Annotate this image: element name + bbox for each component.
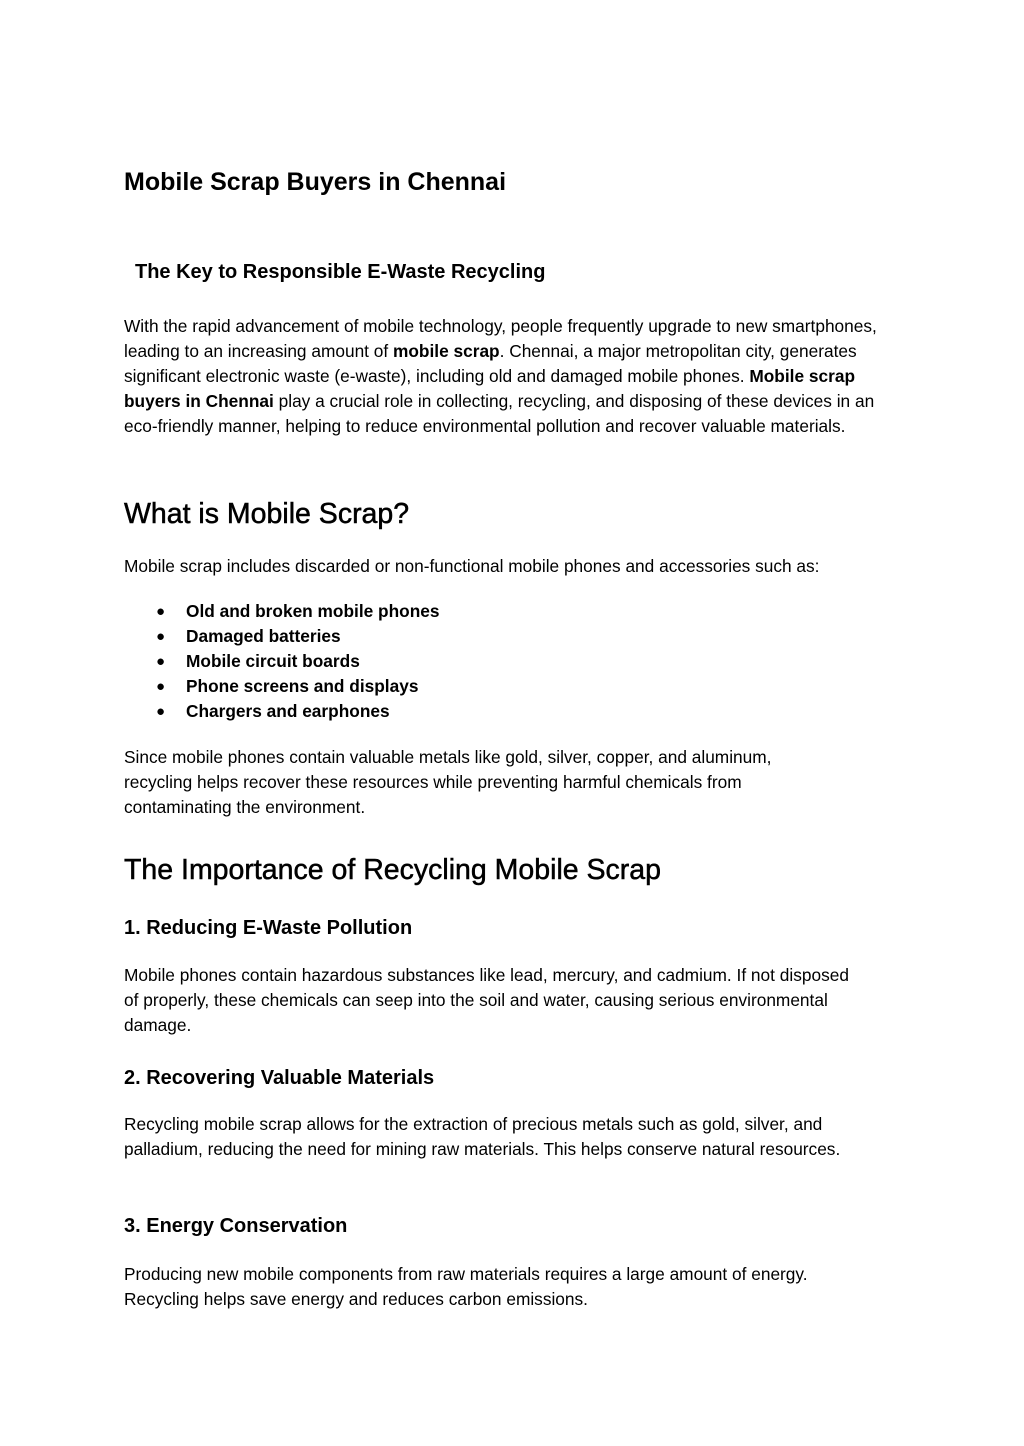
recovering-materials-paragraph: Recycling mobile scrap allows for the extraction of precious metals such as gold, silver, and palladium, reducing the need for mining raw materials. This helps conserve natural resources. [124,1114,841,1159]
energy-conservation-paragraph: Producing new mobile components from raw materials requires a large amount of energy. Recycling helps save energy and reduces carbon emissions. [124,1264,808,1309]
intro-bold-buyers: Mobile scrap buyers in Chennai [124,366,855,411]
intro-text-2: . Chennai, a major metropolitan city, generates significant electronic waste (e-waste), including old and damaged mobile phones. [124,341,857,386]
list-item-label: Old and broken mobile phones [186,601,440,621]
document-subtitle: The Key to Responsible E-Waste Recycling [135,261,546,283]
heading-reducing-e-waste: 1. Reducing E-Waste Pollution [124,917,413,939]
mobile-scrap-list [124,599,439,724]
list-item-label: Mobile circuit boards [186,651,360,671]
list-item [124,599,439,624]
bullet-icon: ● [156,628,166,645]
heading-recovering-materials: 2. Recovering Valuable Materials [124,1067,435,1089]
bullet-icon: ● [156,678,166,695]
what-is-lead-paragraph: Mobile scrap includes discarded or non-functional mobile phones and accessories such as: [124,556,820,576]
bullet-icon: ● [156,703,166,720]
intro-text-3: play a crucial role in collecting, recycling, and disposing of these devices in an eco-friendly manner, helping to reduce environmental pollution and recover valuable materials. [124,391,875,436]
heading-what-is-mobile-scrap: What is Mobile Scrap? [124,498,410,530]
bullet-icon: ● [156,603,166,620]
list-item-label: Damaged batteries [186,626,341,646]
heading-energy-conservation: 3. Energy Conservation [124,1215,348,1237]
bullet-icon: ● [156,653,166,670]
list-item-label: Chargers and earphones [186,701,390,721]
list-item [124,699,439,724]
list-item [124,674,439,699]
list-item [124,624,439,649]
reducing-e-waste-paragraph: Mobile phones contain hazardous substances like lead, mercury, and cadmium. If not disposed of properly, these chemicals can seep into the soil and water, causing serious environmental damage. [124,965,849,1035]
what-is-closing-paragraph: Since mobile phones contain valuable metals like gold, silver, copper, and aluminum, recycling helps recover these resources while preventing harmful chemicals from contaminating the environment. [124,747,772,817]
intro-bold-mobile-scrap: mobile scrap [393,341,500,361]
intro-text-1: With the rapid advancement of mobile technology, people frequently upgrade to new smartphones, leading to an increasing amount of [124,316,877,361]
list-item-label: Phone screens and displays [186,676,419,696]
document-title: Mobile Scrap Buyers in Chennai [124,168,507,196]
list-item [124,649,439,674]
heading-importance: The Importance of Recycling Mobile Scrap [124,854,661,886]
intro-paragraph [124,314,899,439]
